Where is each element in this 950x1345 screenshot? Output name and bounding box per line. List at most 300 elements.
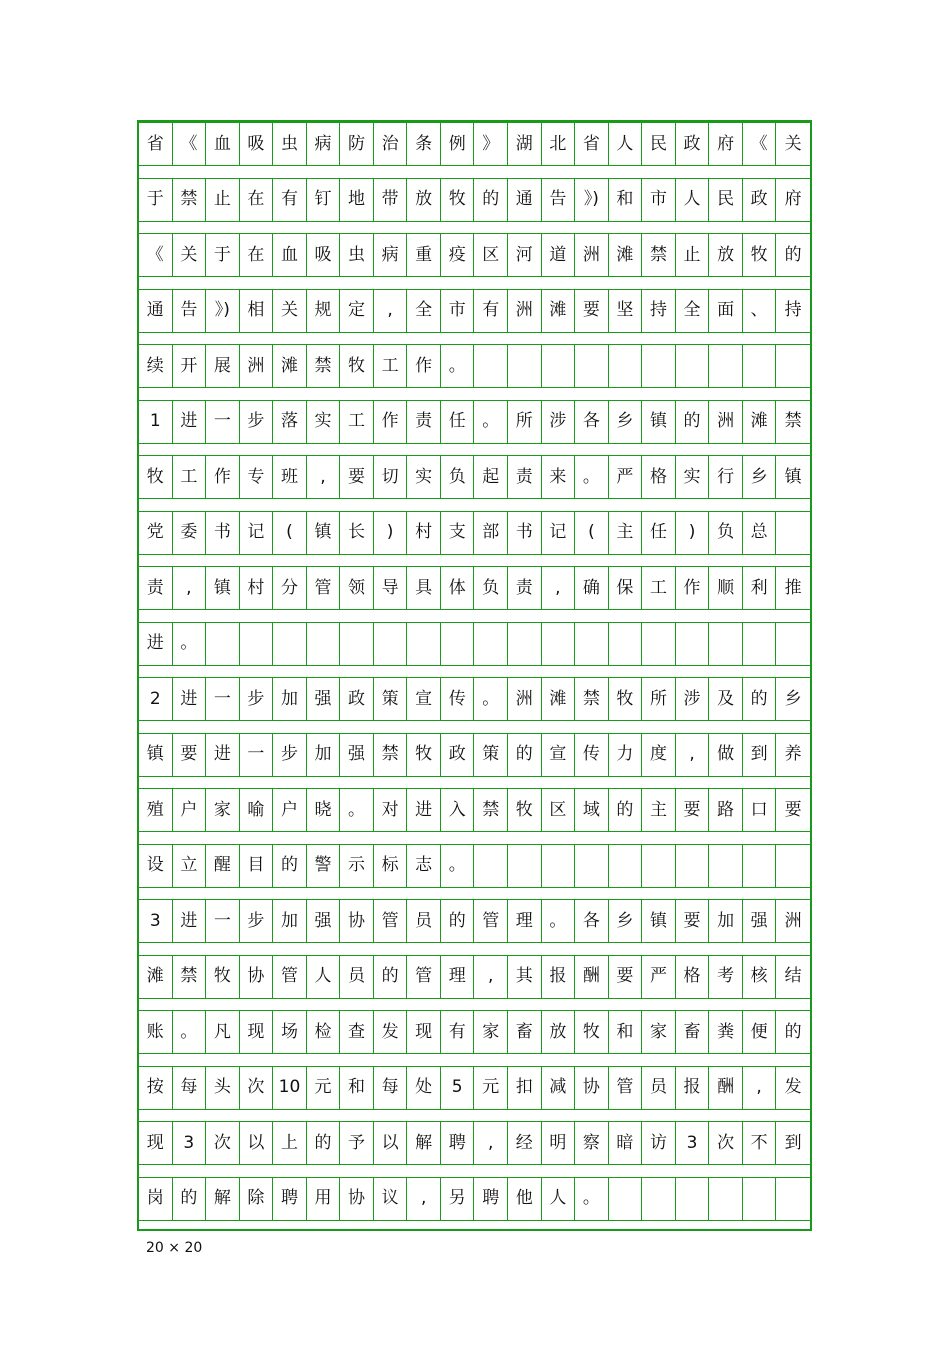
grid-cell bbox=[340, 622, 374, 666]
grid-cell bbox=[542, 622, 576, 666]
grid-row bbox=[139, 899, 810, 955]
grid-cell: 管 bbox=[374, 899, 408, 943]
grid-cell bbox=[307, 622, 341, 666]
grid-cell: 规 bbox=[307, 289, 341, 333]
grid-cell: 体 bbox=[441, 566, 475, 610]
grid-cell: 保 bbox=[609, 566, 643, 610]
grid-cell: 府 bbox=[709, 122, 743, 166]
grid-cell: 现 bbox=[240, 1010, 274, 1054]
grid-cell bbox=[575, 844, 609, 888]
grid-cell bbox=[743, 344, 777, 388]
grid-cell: 对 bbox=[374, 788, 408, 832]
grid-cell bbox=[676, 622, 710, 666]
grid-cell: 2 bbox=[139, 677, 173, 721]
grid-cell: 牧 bbox=[441, 178, 475, 222]
grid-row bbox=[139, 622, 810, 678]
grid-cell: 要 bbox=[173, 733, 207, 777]
grid-cell: 要 bbox=[676, 788, 710, 832]
grid-cell: 予 bbox=[340, 1121, 374, 1165]
grid-cell: 的 bbox=[743, 677, 777, 721]
grid-cell: 专 bbox=[240, 455, 274, 499]
grid-cell bbox=[508, 344, 542, 388]
grid-cell: 作 bbox=[676, 566, 710, 610]
grid-cell: 家 bbox=[474, 1010, 508, 1054]
grid-cell: 涉 bbox=[542, 400, 576, 444]
grid-cell bbox=[240, 622, 274, 666]
grid-row-cells bbox=[139, 733, 810, 777]
grid-cell: 委 bbox=[173, 511, 207, 555]
grid-cell bbox=[474, 344, 508, 388]
grid-cell: 聘 bbox=[273, 1177, 307, 1221]
grid-row bbox=[139, 233, 810, 289]
grid-cell: 便 bbox=[743, 1010, 777, 1054]
grid-cell: 牧 bbox=[743, 233, 777, 277]
grid-cell: 河 bbox=[508, 233, 542, 277]
grid-cell: 行 bbox=[709, 455, 743, 499]
grid-cell: 《 bbox=[173, 122, 207, 166]
grid-cell: 的 bbox=[776, 1010, 810, 1054]
grid-cell: 地 bbox=[340, 178, 374, 222]
grid-cell: 解 bbox=[407, 1121, 441, 1165]
grid-cell: 》) bbox=[575, 178, 609, 222]
grid-cell: 要 bbox=[776, 788, 810, 832]
grid-cell: 止 bbox=[206, 178, 240, 222]
grid-row-cells bbox=[139, 844, 810, 888]
grid-cell: 进 bbox=[173, 899, 207, 943]
grid-row bbox=[139, 677, 810, 733]
grid-cell bbox=[709, 844, 743, 888]
grid-row bbox=[139, 1066, 810, 1122]
grid-cell: 次 bbox=[206, 1121, 240, 1165]
grid-cell: 不 bbox=[743, 1121, 777, 1165]
grid-cell: 家 bbox=[206, 788, 240, 832]
grid-row-cells bbox=[139, 899, 810, 943]
grid-cell: 关 bbox=[776, 122, 810, 166]
grid-cell: 员 bbox=[340, 955, 374, 999]
grid-cell: 畜 bbox=[508, 1010, 542, 1054]
grid-cell: 到 bbox=[776, 1121, 810, 1165]
grid-cell: 步 bbox=[273, 733, 307, 777]
grid-cell: 疫 bbox=[441, 233, 475, 277]
grid-cell bbox=[743, 1177, 777, 1221]
grid-row-cells bbox=[139, 622, 810, 666]
grid-cell: 步 bbox=[240, 677, 274, 721]
grid-cell: 洲 bbox=[508, 677, 542, 721]
grid-cell: 加 bbox=[709, 899, 743, 943]
grid-cell: 的 bbox=[508, 733, 542, 777]
grid-cell: 面 bbox=[709, 289, 743, 333]
grid-cell: 确 bbox=[575, 566, 609, 610]
grid-cell: 严 bbox=[609, 455, 643, 499]
grid-cell: 养 bbox=[776, 733, 810, 777]
grid-cell: 暗 bbox=[609, 1121, 643, 1165]
grid-cell: 管 bbox=[273, 955, 307, 999]
grid-cell: 全 bbox=[676, 289, 710, 333]
grid-cell: 洲 bbox=[575, 233, 609, 277]
grid-cell: 做 bbox=[709, 733, 743, 777]
grid-cell: , bbox=[474, 955, 508, 999]
grid-cell: 报 bbox=[542, 955, 576, 999]
grid-cell: 。 bbox=[441, 844, 475, 888]
grid-cell: 牧 bbox=[139, 455, 173, 499]
grid-row-cells bbox=[139, 1177, 810, 1221]
grid-cell: 切 bbox=[374, 455, 408, 499]
grid-cell: 传 bbox=[441, 677, 475, 721]
grid-cell: 禁 bbox=[642, 233, 676, 277]
grid-cell: 止 bbox=[676, 233, 710, 277]
grid-cell: 。 bbox=[542, 899, 576, 943]
grid-cell: 喻 bbox=[240, 788, 274, 832]
grid-cell: 头 bbox=[206, 1066, 240, 1110]
grid-row-cells bbox=[139, 233, 810, 277]
grid-cell: , bbox=[173, 566, 207, 610]
grid-cell: 传 bbox=[575, 733, 609, 777]
grid-cell: 的 bbox=[776, 233, 810, 277]
grid-cell bbox=[508, 844, 542, 888]
grid-cell: 进 bbox=[173, 677, 207, 721]
grid-cell: 滩 bbox=[139, 955, 173, 999]
grid-cell: 3 bbox=[676, 1121, 710, 1165]
grid-cell bbox=[441, 622, 475, 666]
grid-cell: 处 bbox=[407, 1066, 441, 1110]
grid-cell: 镇 bbox=[206, 566, 240, 610]
grid-cell: 的 bbox=[273, 844, 307, 888]
grid-cell: , bbox=[407, 1177, 441, 1221]
grid-cell: 策 bbox=[474, 733, 508, 777]
grid-cell: 每 bbox=[173, 1066, 207, 1110]
grid-cell: 滩 bbox=[542, 289, 576, 333]
grid-cell: 员 bbox=[642, 1066, 676, 1110]
grid-cell: 和 bbox=[340, 1066, 374, 1110]
grid-cell: 关 bbox=[173, 233, 207, 277]
grid-cell bbox=[676, 844, 710, 888]
grid-cell bbox=[609, 844, 643, 888]
grid-cell: 分 bbox=[273, 566, 307, 610]
grid-row bbox=[139, 122, 810, 178]
grid-cell: 粪 bbox=[709, 1010, 743, 1054]
grid-cell: 全 bbox=[407, 289, 441, 333]
grid-cell: 牧 bbox=[508, 788, 542, 832]
grid-cell: 管 bbox=[407, 955, 441, 999]
grid-cell: 乡 bbox=[776, 677, 810, 721]
grid-cell: 及 bbox=[709, 677, 743, 721]
grid-cell: 目 bbox=[240, 844, 274, 888]
grid-cell: 洲 bbox=[776, 899, 810, 943]
grid-cell: 解 bbox=[206, 1177, 240, 1221]
grid-cell: 加 bbox=[307, 733, 341, 777]
grid-cell: ) bbox=[374, 511, 408, 555]
grid-cell: 口 bbox=[743, 788, 777, 832]
grid-row-cells bbox=[139, 1010, 810, 1054]
grid-cell: 元 bbox=[307, 1066, 341, 1110]
grid-row-cells bbox=[139, 955, 810, 999]
grid-cell: 要 bbox=[575, 289, 609, 333]
grid-cell: 核 bbox=[743, 955, 777, 999]
grid-cell: 作 bbox=[407, 344, 441, 388]
grid-cell: 牧 bbox=[609, 677, 643, 721]
grid-cell: 警 bbox=[307, 844, 341, 888]
grid-row-cells bbox=[139, 511, 810, 555]
grid-cell: 定 bbox=[340, 289, 374, 333]
grid-cell: 滩 bbox=[609, 233, 643, 277]
grid-row bbox=[139, 289, 810, 345]
grid-cell: 例 bbox=[441, 122, 475, 166]
grid-cell: 有 bbox=[441, 1010, 475, 1054]
grid-cell: 元 bbox=[474, 1066, 508, 1110]
grid-cell bbox=[542, 844, 576, 888]
grid-cell: 现 bbox=[407, 1010, 441, 1054]
grid-cell: 省 bbox=[139, 122, 173, 166]
grid-cell: 滩 bbox=[542, 677, 576, 721]
grid-cell: 。 bbox=[575, 455, 609, 499]
grid-cell: 于 bbox=[139, 178, 173, 222]
grid-cell: 、 bbox=[743, 289, 777, 333]
grid-cell: 长 bbox=[340, 511, 374, 555]
grid-cell: ) bbox=[676, 511, 710, 555]
grid-cell: 禁 bbox=[374, 733, 408, 777]
grid-cell: 放 bbox=[709, 233, 743, 277]
grid-row-cells bbox=[139, 788, 810, 832]
grid-cell: 访 bbox=[642, 1121, 676, 1165]
grid-cell bbox=[676, 344, 710, 388]
grid-cell: 虫 bbox=[273, 122, 307, 166]
grid-cell: 实 bbox=[307, 400, 341, 444]
grid-cell: 理 bbox=[441, 955, 475, 999]
grid-row bbox=[139, 1177, 810, 1233]
grid-cell: 放 bbox=[542, 1010, 576, 1054]
grid-cell: 防 bbox=[340, 122, 374, 166]
grid-cell: 禁 bbox=[307, 344, 341, 388]
grid-cell: 府 bbox=[776, 178, 810, 222]
grid-cell: 一 bbox=[240, 733, 274, 777]
grid-cell: 要 bbox=[609, 955, 643, 999]
grid-cell: 一 bbox=[206, 677, 240, 721]
grid-cell: 3 bbox=[139, 899, 173, 943]
grid-cell bbox=[743, 622, 777, 666]
grid-size-label: 20 × 20 bbox=[146, 1240, 203, 1256]
grid-cell: 3 bbox=[173, 1121, 207, 1165]
grid-cell: 立 bbox=[173, 844, 207, 888]
grid-cell: 度 bbox=[642, 733, 676, 777]
grid-cell: 推 bbox=[776, 566, 810, 610]
grid-cell: 禁 bbox=[173, 955, 207, 999]
grid-cell: 的 bbox=[474, 178, 508, 222]
manuscript-grid bbox=[137, 120, 812, 1231]
grid-cell bbox=[609, 344, 643, 388]
grid-cell: , bbox=[676, 733, 710, 777]
grid-cell: 有 bbox=[474, 289, 508, 333]
grid-cell: 洲 bbox=[709, 400, 743, 444]
grid-cell: 晓 bbox=[307, 788, 341, 832]
grid-cell: 人 bbox=[676, 178, 710, 222]
grid-cell: 责 bbox=[508, 455, 542, 499]
grid-cell: 部 bbox=[474, 511, 508, 555]
grid-cell: 牧 bbox=[575, 1010, 609, 1054]
grid-cell: 各 bbox=[575, 899, 609, 943]
grid-cell: 民 bbox=[642, 122, 676, 166]
grid-cell: 结 bbox=[776, 955, 810, 999]
grid-row bbox=[139, 733, 810, 789]
grid-cell: 实 bbox=[676, 455, 710, 499]
grid-cell: 区 bbox=[474, 233, 508, 277]
grid-cell: 主 bbox=[642, 788, 676, 832]
grid-cell bbox=[743, 844, 777, 888]
grid-cell: , bbox=[307, 455, 341, 499]
grid-cell bbox=[609, 1177, 643, 1221]
grid-cell: , bbox=[474, 1121, 508, 1165]
grid-cell: 开 bbox=[173, 344, 207, 388]
grid-cell: 宣 bbox=[407, 677, 441, 721]
grid-cell: 顺 bbox=[709, 566, 743, 610]
grid-cell: 。 bbox=[575, 1177, 609, 1221]
grid-row-cells bbox=[139, 344, 810, 388]
grid-cell bbox=[642, 844, 676, 888]
grid-row-cells bbox=[139, 289, 810, 333]
grid-cell bbox=[407, 622, 441, 666]
grid-cell: 格 bbox=[676, 955, 710, 999]
grid-cell bbox=[676, 1177, 710, 1221]
grid-cell: 村 bbox=[240, 566, 274, 610]
grid-cell: 强 bbox=[307, 677, 341, 721]
grid-cell: 的 bbox=[676, 400, 710, 444]
grid-cell: 一 bbox=[206, 899, 240, 943]
grid-cell: 。 bbox=[173, 1010, 207, 1054]
grid-row-cells bbox=[139, 400, 810, 444]
grid-cell: 关 bbox=[273, 289, 307, 333]
grid-cell: 岗 bbox=[139, 1177, 173, 1221]
grid-cell: 户 bbox=[273, 788, 307, 832]
grid-cell: 步 bbox=[240, 400, 274, 444]
grid-cell: 发 bbox=[776, 1066, 810, 1110]
grid-cell: 持 bbox=[776, 289, 810, 333]
grid-cell: 每 bbox=[374, 1066, 408, 1110]
grid-cell: 在 bbox=[240, 233, 274, 277]
grid-cell: 次 bbox=[240, 1066, 274, 1110]
grid-cell: 协 bbox=[340, 899, 374, 943]
grid-cell: 责 bbox=[139, 566, 173, 610]
grid-cell: 涉 bbox=[676, 677, 710, 721]
grid-cell: 病 bbox=[307, 122, 341, 166]
grid-cell bbox=[642, 344, 676, 388]
grid-cell: 《 bbox=[139, 233, 173, 277]
grid-row bbox=[139, 844, 810, 900]
grid-cell: 扣 bbox=[508, 1066, 542, 1110]
grid-cell: 钉 bbox=[307, 178, 341, 222]
grid-cell: 吸 bbox=[307, 233, 341, 277]
grid-cell: , bbox=[542, 566, 576, 610]
grid-cell: 湖 bbox=[508, 122, 542, 166]
grid-cell: 市 bbox=[642, 178, 676, 222]
grid-cell: 通 bbox=[139, 289, 173, 333]
grid-cell: 作 bbox=[206, 455, 240, 499]
grid-cell: 的 bbox=[609, 788, 643, 832]
grid-cell: 作 bbox=[374, 400, 408, 444]
grid-cell: 醒 bbox=[206, 844, 240, 888]
grid-cell bbox=[508, 622, 542, 666]
grid-cell: 场 bbox=[273, 1010, 307, 1054]
grid-cell: 各 bbox=[575, 400, 609, 444]
grid-cell: 账 bbox=[139, 1010, 173, 1054]
grid-cell: 任 bbox=[642, 511, 676, 555]
grid-cell: 通 bbox=[508, 178, 542, 222]
grid-cell: 起 bbox=[474, 455, 508, 499]
grid-cell: 考 bbox=[709, 955, 743, 999]
grid-cell: 和 bbox=[609, 178, 643, 222]
grid-cell: 强 bbox=[307, 899, 341, 943]
grid-cell: 政 bbox=[743, 178, 777, 222]
grid-row-cells bbox=[139, 178, 810, 222]
grid-cell: 《 bbox=[743, 122, 777, 166]
grid-cell: 力 bbox=[609, 733, 643, 777]
grid-cell bbox=[776, 511, 810, 555]
grid-cell: 设 bbox=[139, 844, 173, 888]
grid-cell: 镇 bbox=[307, 511, 341, 555]
grid-cell: 现 bbox=[139, 1121, 173, 1165]
grid-cell: 域 bbox=[575, 788, 609, 832]
grid-cell: 的 bbox=[374, 955, 408, 999]
grid-cell: 道 bbox=[542, 233, 576, 277]
grid-row bbox=[139, 1010, 810, 1066]
grid-cell: 明 bbox=[542, 1121, 576, 1165]
grid-cell: 的 bbox=[307, 1121, 341, 1165]
grid-cell: 条 bbox=[407, 122, 441, 166]
grid-cell: 血 bbox=[273, 233, 307, 277]
grid-cell: 路 bbox=[709, 788, 743, 832]
grid-cell: 格 bbox=[642, 455, 676, 499]
grid-cell: 工 bbox=[642, 566, 676, 610]
grid-cell: 》) bbox=[206, 289, 240, 333]
grid-cell: 户 bbox=[173, 788, 207, 832]
grid-cell bbox=[273, 622, 307, 666]
grid-cell: ( bbox=[273, 511, 307, 555]
grid-cell: 的 bbox=[173, 1177, 207, 1221]
grid-cell: 记 bbox=[240, 511, 274, 555]
grid-cell: 告 bbox=[173, 289, 207, 333]
grid-cell: 利 bbox=[743, 566, 777, 610]
grid-cell: 宣 bbox=[542, 733, 576, 777]
grid-cell bbox=[642, 1177, 676, 1221]
grid-cell: 镇 bbox=[642, 400, 676, 444]
grid-cell: 报 bbox=[676, 1066, 710, 1110]
grid-cell: 在 bbox=[240, 178, 274, 222]
grid-cell: 人 bbox=[609, 122, 643, 166]
grid-cell bbox=[206, 622, 240, 666]
grid-cell: 镇 bbox=[776, 455, 810, 499]
grid-cell: 吸 bbox=[240, 122, 274, 166]
grid-cell: 管 bbox=[474, 899, 508, 943]
grid-row-cells bbox=[139, 1121, 810, 1165]
grid-cell: 》 bbox=[474, 122, 508, 166]
grid-cell: 政 bbox=[441, 733, 475, 777]
grid-cell: 村 bbox=[407, 511, 441, 555]
grid-row bbox=[139, 455, 810, 511]
grid-cell bbox=[474, 622, 508, 666]
grid-row bbox=[139, 511, 810, 567]
grid-cell: 理 bbox=[508, 899, 542, 943]
grid-cell: 工 bbox=[173, 455, 207, 499]
grid-cell: 5 bbox=[441, 1066, 475, 1110]
grid-cell: 落 bbox=[273, 400, 307, 444]
grid-cell: 发 bbox=[374, 1010, 408, 1054]
grid-cell: 乡 bbox=[609, 400, 643, 444]
grid-cell: 入 bbox=[441, 788, 475, 832]
grid-cell: 告 bbox=[542, 178, 576, 222]
grid-cell: 工 bbox=[340, 400, 374, 444]
grid-cell: 用 bbox=[307, 1177, 341, 1221]
grid-cell: 以 bbox=[240, 1121, 274, 1165]
grid-cell: 总 bbox=[743, 511, 777, 555]
grid-row-cells bbox=[139, 122, 810, 166]
